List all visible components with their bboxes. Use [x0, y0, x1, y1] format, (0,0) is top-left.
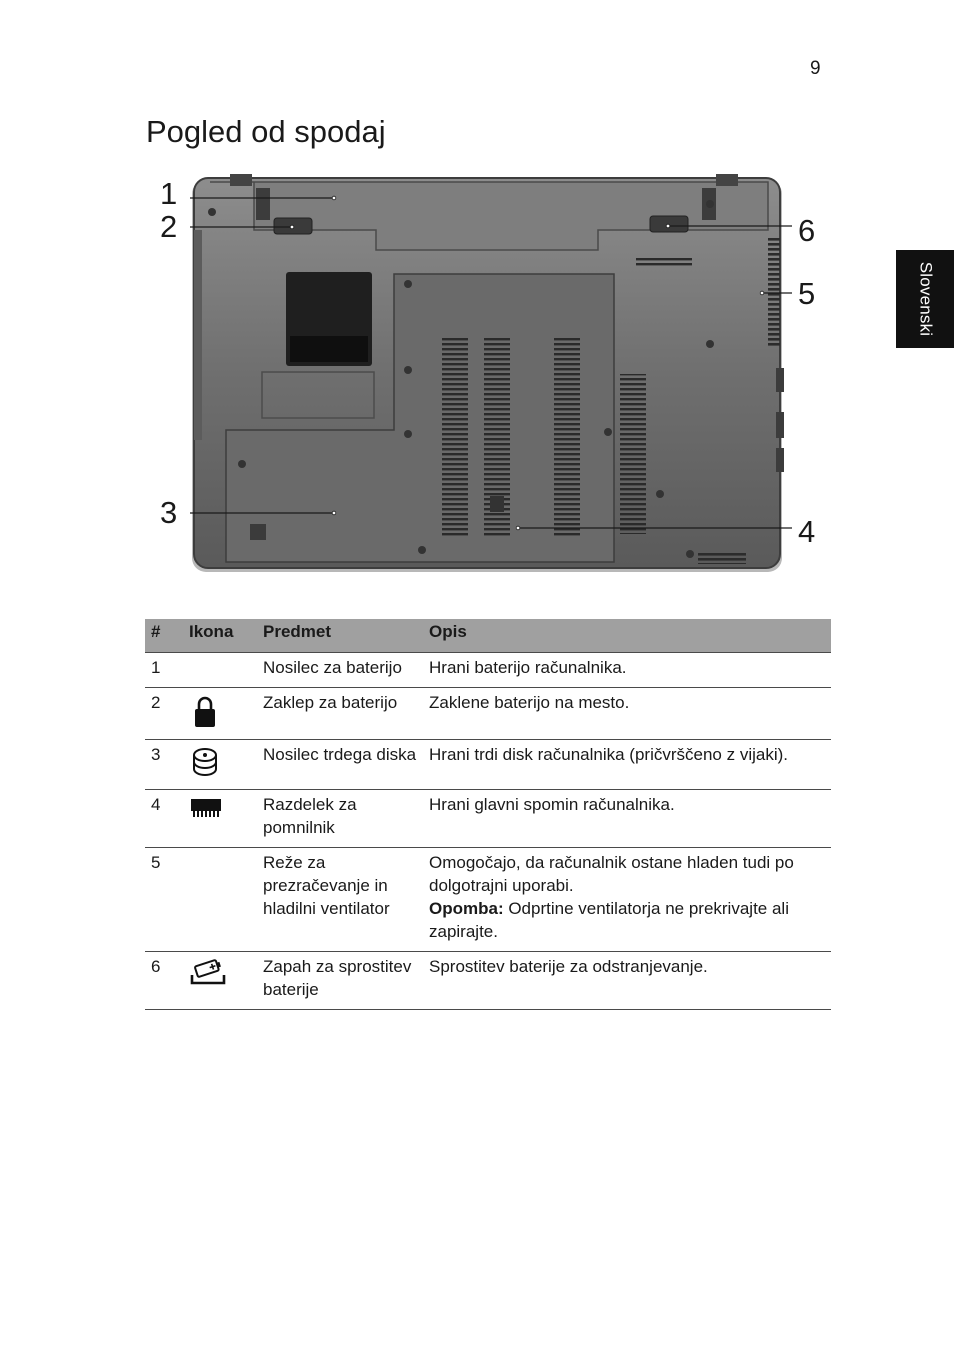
table-row — [145, 952, 831, 1010]
row-number: 3 — [145, 740, 183, 790]
memory-vent-4 — [620, 374, 646, 534]
battery-release-latch — [650, 216, 688, 232]
row-icon — [183, 790, 257, 848]
memory-module-icon — [189, 795, 223, 821]
row-icon-empty — [183, 653, 257, 688]
screw — [656, 490, 664, 498]
small-vent — [636, 256, 692, 268]
battery-release-icon — [189, 957, 227, 989]
callout-4: 4 — [798, 514, 816, 549]
row-number: 4 — [145, 790, 183, 848]
row-icon-empty — [183, 848, 257, 952]
memory-vent-1 — [442, 338, 468, 538]
callout-6: 6 — [798, 213, 816, 248]
row-number: 6 — [145, 952, 183, 1010]
row-item: Reže za prezračevanje in hladilni ventilator — [257, 848, 423, 952]
row-item: Razdelek za pomnilnik — [257, 790, 423, 848]
language-tab — [896, 250, 954, 348]
row-icon — [183, 740, 257, 790]
side-port — [776, 448, 784, 472]
callout-dot — [666, 224, 670, 228]
row-description: Zaklene baterijo na mesto. — [423, 688, 831, 740]
callout-3: 3 — [160, 495, 178, 530]
screw — [208, 208, 216, 216]
label-slot — [290, 336, 368, 362]
screw — [238, 460, 246, 468]
row-description: Hrani baterijo računalnika. — [423, 653, 831, 688]
row-note — [429, 897, 825, 943]
language-tab-label: Slovenski — [916, 261, 935, 337]
header-description: Opis — [423, 619, 831, 653]
fan-vent — [768, 236, 780, 346]
row-icon — [183, 688, 257, 740]
hard-disk-icon — [189, 745, 221, 781]
table-row — [145, 790, 831, 848]
row-number: 5 — [145, 848, 183, 952]
row-item: Zaklep za baterijo — [257, 688, 423, 740]
callout-1: 1 — [160, 176, 178, 211]
table-header-row — [145, 619, 831, 653]
row-item: Nosilec za baterijo — [257, 653, 423, 688]
callout-dot — [760, 291, 764, 295]
screw — [706, 200, 714, 208]
battery-foot-left — [256, 188, 270, 220]
screw — [706, 340, 714, 348]
callout-dot — [290, 225, 294, 229]
header-icon: Ikona — [183, 619, 257, 653]
side-port — [776, 412, 784, 438]
laptop-bottom-view-figure — [150, 168, 830, 588]
table-row — [145, 688, 831, 740]
hdd-screw-tab — [250, 524, 266, 540]
speaker-grille — [698, 552, 746, 564]
row-number: 1 — [145, 653, 183, 688]
note-label: Opomba: — [429, 899, 504, 918]
screw — [686, 550, 694, 558]
memory-door-tab — [490, 496, 504, 512]
row-description: Sprostitev baterije za odstranjevanje. — [423, 952, 831, 1010]
callout-dot — [516, 526, 520, 530]
table-row — [145, 848, 831, 952]
screw — [404, 280, 412, 288]
row-description: Omogočajo, da računalnik ostane hladen tudi po dolgotrajni uporabi. — [429, 853, 794, 895]
row-description-cell — [423, 848, 831, 952]
header-number: # — [145, 619, 183, 653]
row-item: Nosilec trdega diska — [257, 740, 423, 790]
page-number: 9 — [810, 58, 821, 79]
callout-dot — [332, 196, 336, 200]
callout-2: 2 — [160, 209, 178, 244]
screw — [418, 546, 426, 554]
side-port — [776, 368, 784, 392]
row-description: Hrani glavni spomin računalnika. — [423, 790, 831, 848]
callout-dot — [332, 511, 336, 515]
screw — [404, 430, 412, 438]
lock-icon — [189, 693, 221, 731]
row-description: Hrani trdi disk računalnika (pričvrščeno z vijaki). — [423, 740, 831, 790]
memory-vent-3 — [554, 338, 580, 538]
row-icon — [183, 952, 257, 1010]
table-row — [145, 653, 831, 688]
note-text: Odprtine ventilatorja ne prekrivajte ali zapirajte. — [429, 899, 789, 941]
left-edge-strip — [194, 230, 202, 440]
header-item: Predmet — [257, 619, 423, 653]
row-number: 2 — [145, 688, 183, 740]
components-table — [145, 619, 831, 1010]
page-title: Pogled od spodaj — [146, 114, 386, 149]
table-row — [145, 740, 831, 790]
row-item: Zapah za sprostitev baterije — [257, 952, 423, 1010]
hinge-left — [230, 174, 252, 186]
screw — [604, 428, 612, 436]
hinge-right — [716, 174, 738, 186]
screw — [404, 366, 412, 374]
callout-5: 5 — [798, 276, 816, 311]
laptop-bottom-illustration — [150, 168, 830, 588]
